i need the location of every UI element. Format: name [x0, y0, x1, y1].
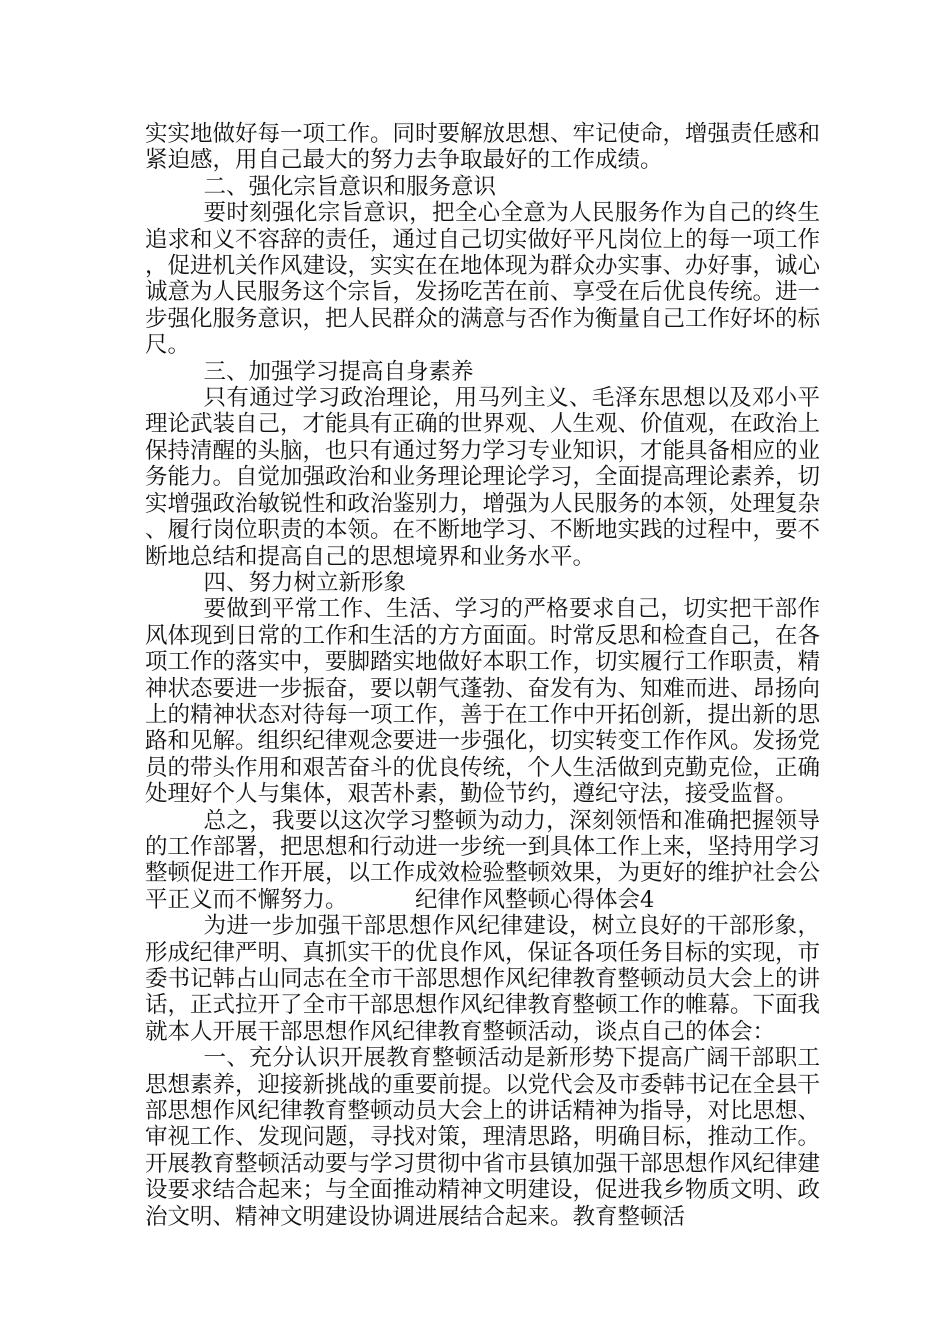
heading-section-3: 三、加强学习提高自身素养	[203, 358, 474, 385]
conclusion-text: 总之，我要以这次学习整顿为动力，深刻领悟和准确把握领导的工作部署，把思想和行动进一步统一到具体工作上来，坚持用学习整顿促进工作开展，以工作成效检验整顿效果，为更好的维护社会公平正义而不懈努力。	[145, 807, 821, 913]
heading-section-4: 四、努力树立新形象	[203, 569, 407, 596]
paragraph-intro-continued: 实实地做好每一项工作。同时要解放思想、牢记使命，增强责任感和紧迫感，用自己最大的努力去争取最好的工作成绩。	[145, 121, 821, 174]
paragraph-article4-intro: 为进一步加强干部思想作风纪律建设，树立良好的干部形象，形成纪律严明、真抓实干的优良作风，保证各项任务目标的实现，市委书记韩占山同志在全市干部思想作风纪律教育整顿动员大会上的讲话，正式拉开了全市干部思想作风纪律教育整顿工作的帷幕。下面我就本人开展干部思想作风纪律教育整顿活动，谈点自己的体会：	[145, 913, 821, 1045]
heading-section-2: 二、强化宗旨意识和服务意识	[203, 173, 497, 200]
paragraph-section-4: 要做到平常工作、生活、学习的严格要求自己，切实把干部作风体现到日常的工作和生活的方方面面。时常反思和检查自己，在各项工作的落实中，要脚踏实地做好本职工作，切实履行工作职责，精神状态要进一步振奋，要以朝气蓬勃、奋发有为、知难而进、昂扬向上的精神状态对待每一项工作，善于在工作中开拓创新，提出新的思路和见解。组织纪律观念要进一步强化，切实转变工作作风。发扬党员的带头作用和艰苦奋斗的优良传统，个人生活做到克勤克俭，正确处理好个人与集体，艰苦朴素，勤俭节约，遵纪守法，接受监督。	[145, 596, 821, 808]
paragraph-section-2: 要时刻强化宗旨意识，把全心全意为人民服务作为自己的终生追求和义不容辞的责任，通过自己切实做好平凡岗位上的每一项工作，促进机关作风建设，实实在在地体现为群众办实事、办好事，诚心诚意为人民服务这个宗旨，发扬吃苦在前、享受在后优良传统。进一步强化服务意识，把人民群众的满意与否作为衡量自己工作好坏的标尺。	[145, 200, 821, 359]
paragraph-section-3: 只有通过学习政治理论，用马列主义、毛泽东思想以及邓小平理论武装自己，才能具有正确的世界观、人生观、价值观，在政治上保持清醒的头脑，也只有通过努力学习专业知识，才能具备相应的业务能力。自觉加强政治和业务理论理论学习，全面提高理论素养，切实增强政治敏锐性和政治鉴别力，增强为人民服务的本领，处理复杂、履行岗位职责的本领。在不断地学习、不断地实践的过程中，要不断地总结和提高自己的思想境界和业务水平。	[145, 385, 821, 570]
next-article-title: 纪律作风整顿心得体会4	[415, 886, 655, 913]
paragraph-article4-point1: 一、充分认识开展教育整顿活动是新形势下提高广阔干部职工思想素养，迎接新挑战的重要前提。以党代会及市委韩书记在全县干部思想作风纪律教育整顿动员大会上的讲话精神为指导，对比思想、审视工作、发现问题，寻找对策，理清思路，明确目标，推动工作。开展教育整顿活动要与学习贯彻中省市县镇加强干部思想作风纪律建设要求结合起来；与全面推动精神文明建设，促进我乡物质文明、政治文明、精神文明建设协调进展结合起来。教育整顿活	[145, 1045, 821, 1230]
document-body	[145, 121, 820, 1230]
paragraph-conclusion	[145, 808, 820, 914]
